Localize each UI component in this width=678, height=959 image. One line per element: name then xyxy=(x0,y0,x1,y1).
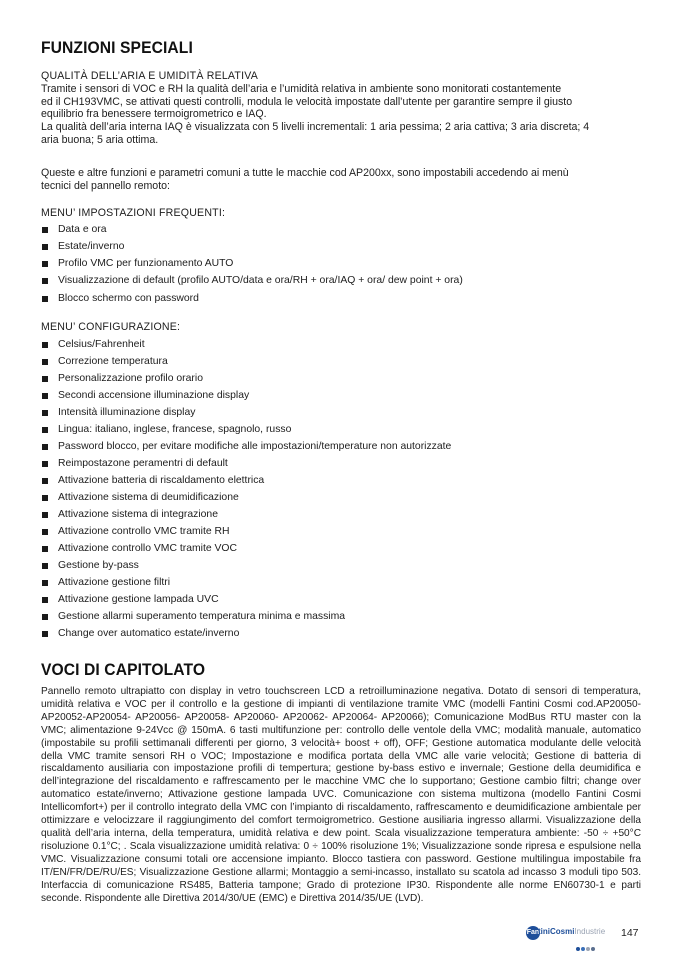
list-item: Visualizzazione di default (profilo AUTO/data e ora/RH + ora/IAQ + ora/ dew point + ora) xyxy=(41,272,463,290)
menu-intro-line: Queste e altre funzioni e parametri comuni a tutte le macchie cod AP200xx, sono impostabili accedendo ai menù xyxy=(41,167,569,179)
logo-dot-icon xyxy=(576,947,580,951)
square-bullet-icon xyxy=(42,631,48,637)
square-bullet-icon xyxy=(42,261,48,267)
list-item: Attivazione batteria di riscaldamento elettrica xyxy=(41,472,451,489)
square-bullet-icon xyxy=(42,563,48,569)
menu-config-heading: MENU’ CONFIGURAZIONE: xyxy=(41,321,181,333)
logo-dot-icon xyxy=(581,947,585,951)
list-item: Secondi accensione illuminazione display xyxy=(41,387,451,404)
page-number: 147 xyxy=(621,927,639,939)
list-item: Profilo VMC per funzionamento AUTO xyxy=(41,255,463,272)
square-bullet-icon xyxy=(42,227,48,233)
logo-dot-icon xyxy=(591,947,595,951)
air-quality-line: Tramite i sensori di VOC e RH la qualità dell’aria e l’umidità relativa in ambiente sono monitorati costantemente xyxy=(41,82,562,95)
menu-intro-line: tecnici del pannello remoto: xyxy=(41,179,170,192)
section-title-voci-di-capitolato: VOCI DI CAPITOLATO xyxy=(41,660,206,679)
square-bullet-icon xyxy=(42,427,48,433)
square-bullet-icon xyxy=(42,512,48,518)
logo-dot-icon xyxy=(586,947,590,951)
square-bullet-icon xyxy=(42,278,48,284)
square-bullet-icon xyxy=(42,342,48,348)
list-item: Reimpostazone peramentri di default xyxy=(41,455,451,472)
air-quality-line: equilibrio fra benessere termoigrometrico e IAQ. xyxy=(41,108,267,121)
list-item: Password blocco, per evitare modifiche alle impostazioni/temperature non autorizzate xyxy=(41,438,451,455)
iaq-levels-line: aria buona; 5 aria ottima. xyxy=(41,133,159,146)
list-item: Attivazione sistema di integrazione xyxy=(41,506,451,523)
square-bullet-icon xyxy=(42,410,48,416)
list-item: Correzione temperatura xyxy=(41,353,451,370)
list-item: Gestione by-pass xyxy=(41,557,451,574)
square-bullet-icon xyxy=(42,376,48,382)
list-item: Data e ora xyxy=(41,221,463,238)
list-item: Gestione allarmi superamento temperatura minima e massima xyxy=(41,608,451,625)
list-item: Attivazione controllo VMC tramite VOC xyxy=(41,540,451,557)
brand-logo-dots xyxy=(576,938,596,956)
brand-logo-mark: Fan xyxy=(526,926,540,940)
menu-frequent-heading: MENU’ IMPOSTAZIONI FREQUENTI: xyxy=(41,207,226,219)
square-bullet-icon xyxy=(42,614,48,620)
menu-config-list xyxy=(41,336,451,642)
square-bullet-icon xyxy=(42,478,48,484)
section-title-funzioni-speciali: FUNZIONI SPECIALI xyxy=(41,38,193,57)
square-bullet-icon xyxy=(42,296,48,302)
square-bullet-icon xyxy=(42,580,48,586)
air-quality-line: ed il CH193VMC, se attivati questi controlli, modula le velocità impostate dall’utente per garantire sempre il giusto xyxy=(41,95,573,108)
list-item: Celsius/Fahrenheit xyxy=(41,336,451,353)
square-bullet-icon xyxy=(42,461,48,467)
square-bullet-icon xyxy=(42,444,48,450)
brand-logo-text: tiniCosmiIndustrie xyxy=(538,927,606,936)
menu-frequent-list xyxy=(41,221,463,307)
air-quality-subtitle: QUALITÀ DELL’ARIA E UMIDITÀ RELATIVA xyxy=(41,70,258,82)
air-quality-block xyxy=(41,70,646,147)
list-item: Personalizzazione profilo orario xyxy=(41,370,451,387)
square-bullet-icon xyxy=(42,597,48,603)
square-bullet-icon xyxy=(42,359,48,365)
list-item: Attivazione gestione lampada UVC xyxy=(41,591,451,608)
specification-text: Pannello remoto ultrapiatto con display in vetro touchscreen LCD a retroilluminazione negativa. Dotato di sensori di temperatura, umidità relativa e VOC per il controllo e la gestione di impianti di ventilazione tramite VMC (modelli Fantini Cosmi cod.AP20050-AP20052-AP20054- AP20056- AP20058- AP20060- AP20062- AP20064- AP20066); Comunicazione ModBus RTU master con la VMC; alimentazione 9-24Vcc @ 150mA. 6 tasti multifunzione per: controllo delle ventole della VMC; modalità manuale, automatico (impostabile su profili settimanali differenti per giorno, 3 velocità+ boost + off), OFF; Gestione automatica modulante delle velocità della VMC tramite sensori RH o VOC; Impostazione e modifica portata della VMC alle varie velocità; Gestione di batteria di riscaldamento ausiliaria con impostazione profili di tempertura; gestione by-bass estivo e invernale; Gestione della deumidifica e dell’integrazione del riscaldamento e raffrescamento per le macchine VMC che lo supportano; Gestione cambio filtri; change over automatico estate/inverno; Attivazione gestione lampada UVC. Comunicazione con sistema multizona (modello Fantini Cosmi Intellicomfort+) per il controllo integrato della VMC con l’impianto di riscaldamento, raffrescamento e deumidificazione ambientale per ottimizzare e velocizzare il raggiungimento del comfort termoigrometrico. Gestione ausiliaria ingresso allarmi. Visualizzazione della qualità dell’aria interna, della temperatura, umidità relativa e dew point. Scala visualizzazione temperatura ambiente: -50 ÷ +50°C risoluzione 0.1°C; . Scala visualizzazione umidità relativa: 0 ÷ 100% risoluzione 1%; Visualizzazione sonde ripresa e espulsione nella VMC. Visualizzazione consumi totali ore accensione impianto. Blocco tastiera con password. Gestione multilingua impostabile fra IT/EN/FR/DE/RU/ES; Visualizzazione Gestione allarmi; Montaggio a semi-incasso, installato su scatola ad incasso 3 moduli tipo 503. Interfaccia di comunicazione RS485, Batteria tampone; Grado di protezione IP30. Rispondente alle norme EN60730-1 e parti seconde. Rispondente alle Direttiva 2014/30/UE (EMC) e Direttiva 2014/35/UE (LVD). xyxy=(41,686,641,904)
list-item: Attivazione controllo VMC tramite RH xyxy=(41,523,451,540)
list-item: Lingua: italiano, inglese, francese, spagnolo, russo xyxy=(41,421,451,438)
square-bullet-icon xyxy=(42,495,48,501)
iaq-levels-line: La qualità dell’aria interna IAQ è visualizzata con 5 livelli incrementali: 1 aria pessima; 2 aria cattiva; 3 aria discreta; 4 xyxy=(41,121,590,134)
list-item: Attivazione gestione filtri xyxy=(41,574,451,591)
list-item: Attivazione sistema di deumidificazione xyxy=(41,489,451,506)
menu-intro-block xyxy=(41,167,646,193)
square-bullet-icon xyxy=(42,244,48,250)
square-bullet-icon xyxy=(42,393,48,399)
list-item: Intensità illuminazione display xyxy=(41,404,451,421)
list-item: Estate/inverno xyxy=(41,238,463,255)
list-item: Blocco schermo con password xyxy=(41,290,463,307)
list-item: Change over automatico estate/inverno xyxy=(41,625,451,642)
square-bullet-icon xyxy=(42,529,48,535)
square-bullet-icon xyxy=(42,546,48,552)
